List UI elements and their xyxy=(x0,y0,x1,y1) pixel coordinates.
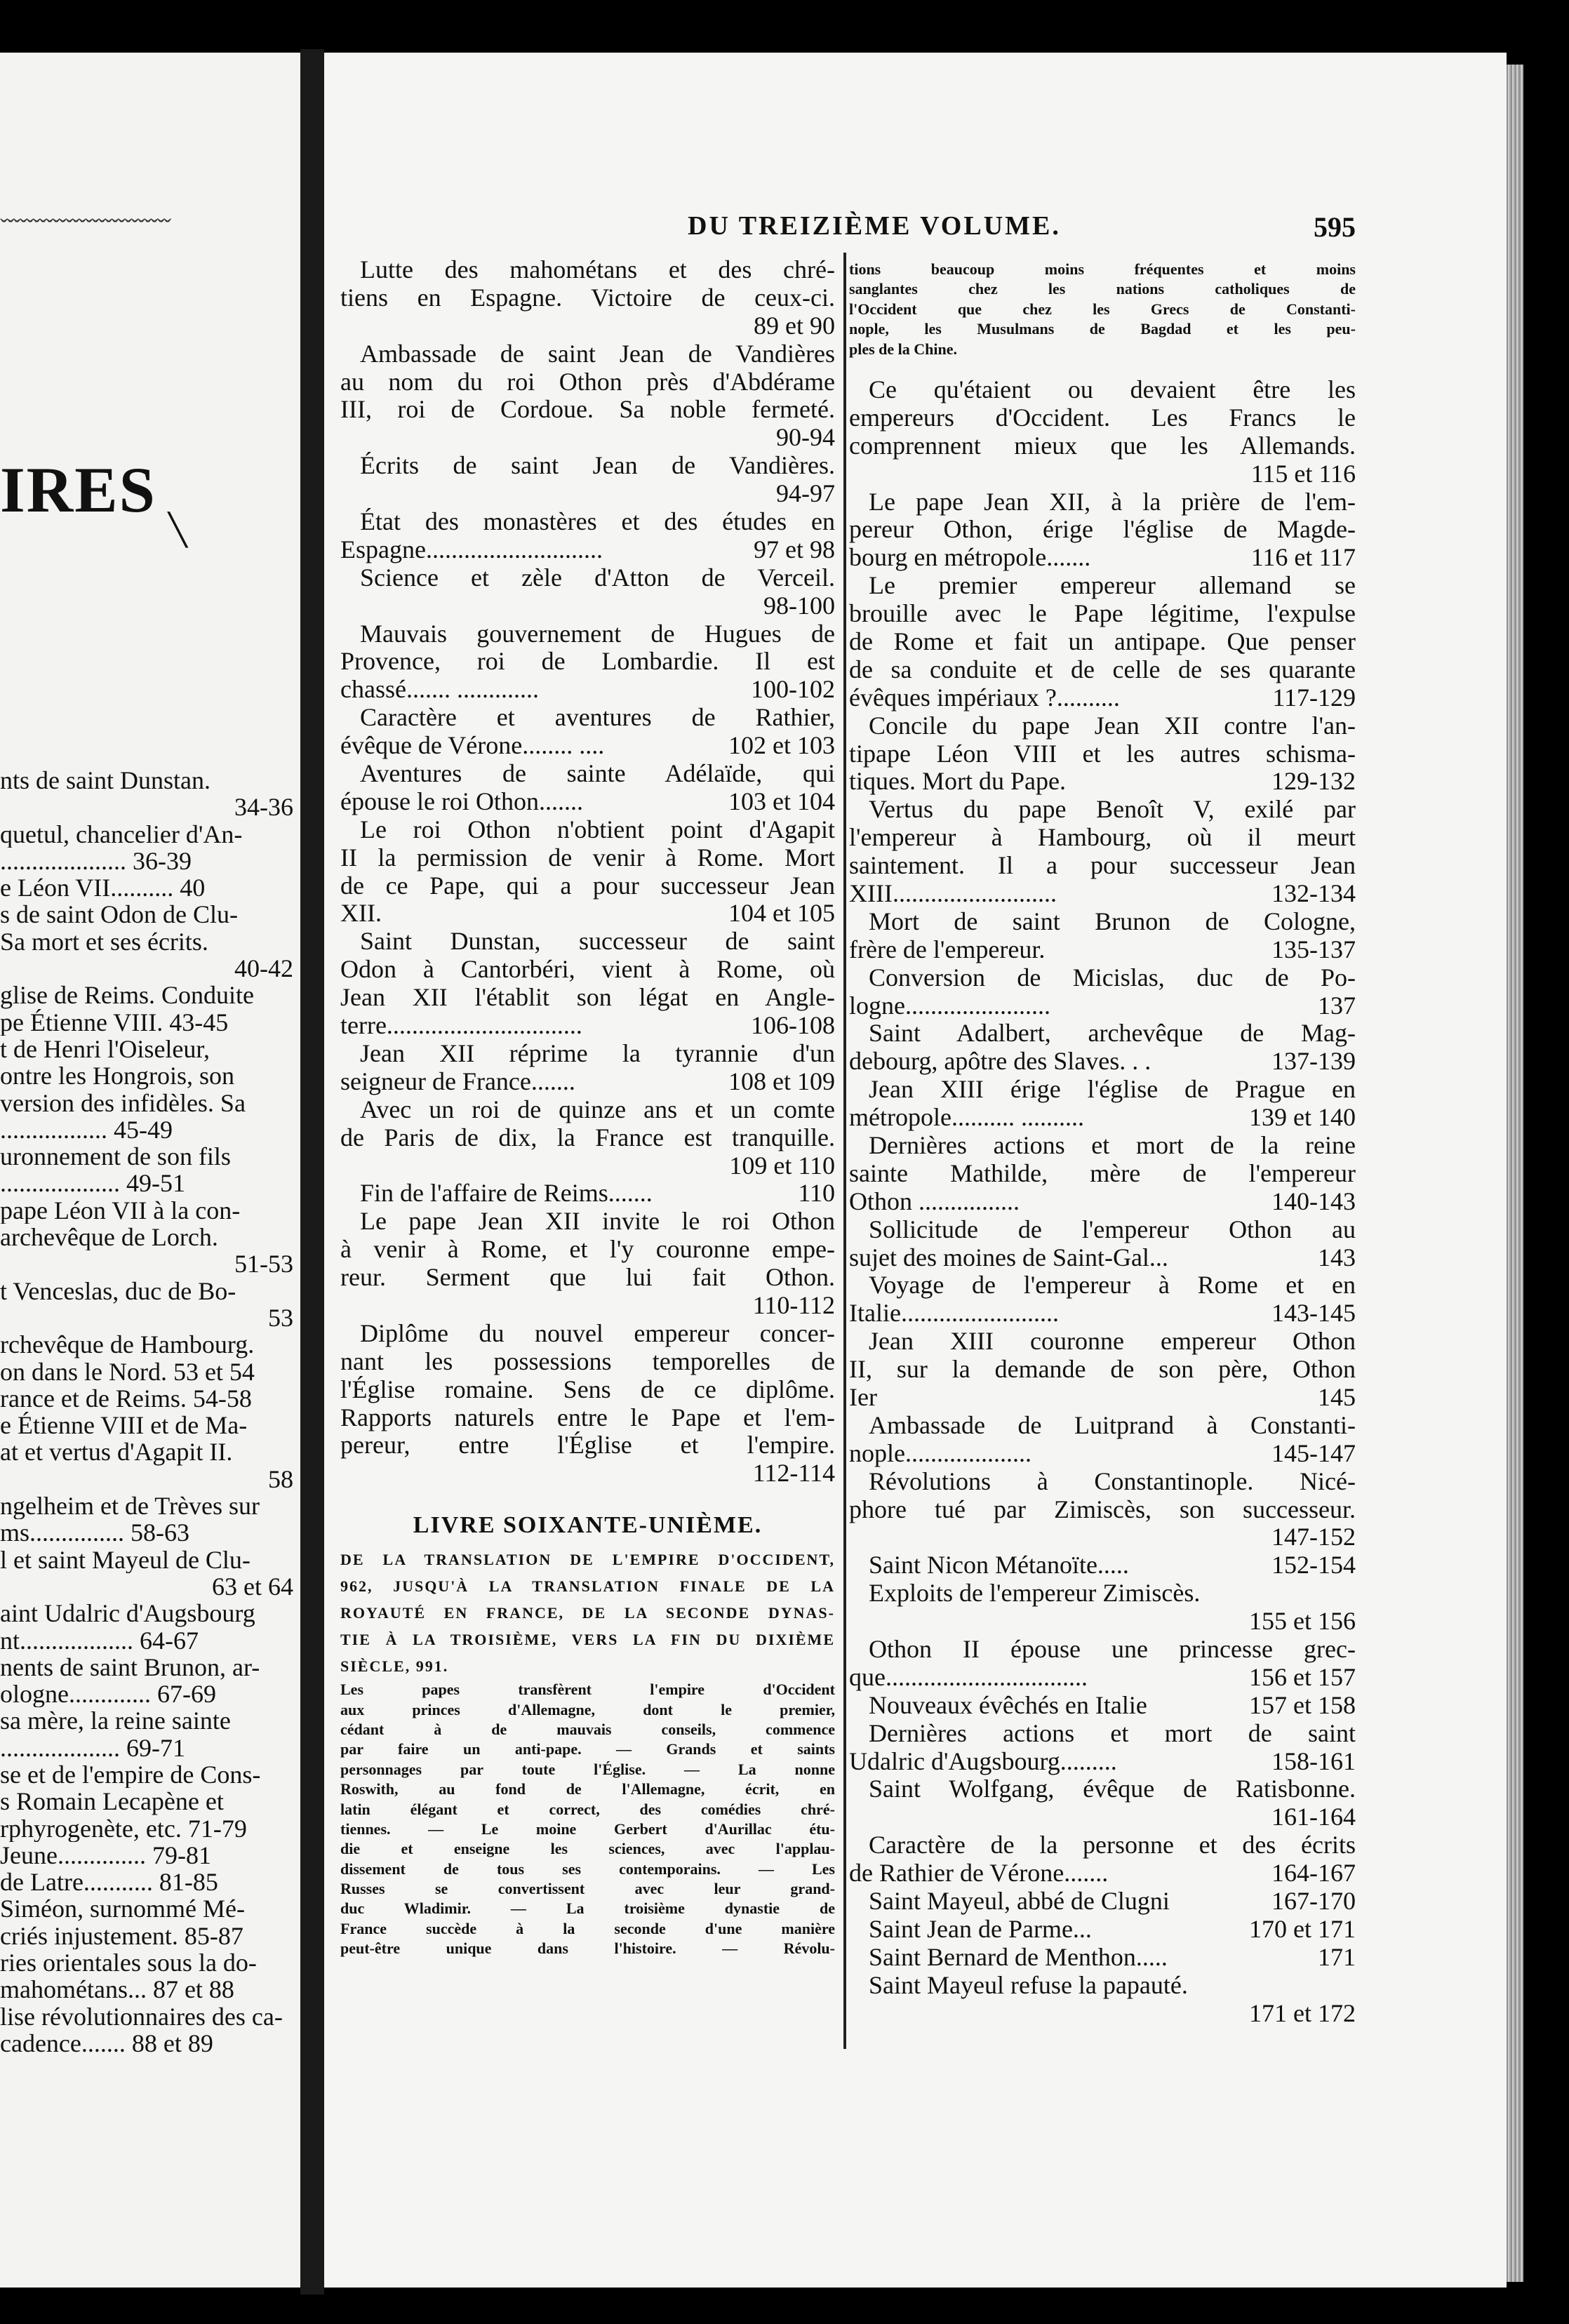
left-page-line: 51-53 xyxy=(234,1250,293,1278)
toc-entry-text: Italie......................... xyxy=(849,1300,1059,1328)
left-page-line: at et vertus d'Agapit II. xyxy=(0,1438,233,1466)
toc-entry-pages: 115 et 116 xyxy=(1250,460,1356,488)
toc-entry-line: de sa conduite et de celle de ses quarante xyxy=(849,655,1356,683)
toc-entry-pages: 89 et 90 xyxy=(754,312,835,340)
toc-entry-line: Caractère de la personne et des écrits xyxy=(869,1831,1356,1859)
toc-entry-last-line xyxy=(849,1972,1356,2000)
toc-entry-text: Othon ................ xyxy=(849,1187,1020,1215)
toc-entry-pages: 103 et 104 xyxy=(728,787,835,815)
book-gutter xyxy=(300,49,324,2295)
toc-entry-last-line xyxy=(849,1384,1356,1412)
toc-entry-pages: 117-129 xyxy=(1272,683,1356,712)
left-page-line: ms............... 58-63 xyxy=(0,1519,189,1547)
toc-entry-text: métropole.......... .......... xyxy=(849,1104,1084,1132)
left-page-line: Sa mort et ses écrits. xyxy=(0,928,208,956)
book-summary-line: Les papes transfèrent l'empire d'Occident xyxy=(340,1681,835,1699)
book-summary-line: die et enseigne les sciences, avec l'applau- xyxy=(340,1840,835,1858)
toc-entry-text: évêque de Vérone........ .... xyxy=(340,732,605,760)
left-page-line: nents de saint Brunon, ar- xyxy=(0,1653,260,1681)
tick-mark: ╲ xyxy=(168,513,187,547)
toc-entry-line: Le pape Jean XII invite le roi Othon xyxy=(360,1208,835,1236)
toc-entry-pages: 143-145 xyxy=(1271,1300,1356,1328)
toc-entry-text: nople.................... xyxy=(849,1439,1031,1467)
left-page-line: uronnement de son fils xyxy=(0,1143,231,1170)
toc-entry-line: pereur Othon, érige l'église de Magde- xyxy=(849,516,1356,544)
toc-entry-pages: 147-152 xyxy=(1271,1523,1356,1551)
toc-entry-pages: 102 et 103 xyxy=(728,732,835,760)
toc-entry-last-line xyxy=(849,1859,1356,1888)
toc-entry-pages: 145 xyxy=(1318,1384,1356,1412)
toc-entry-pages: 145-147 xyxy=(1271,1439,1356,1467)
toc-entry-line: comprennent mieux que les Allemands. xyxy=(849,432,1356,460)
toc-entry-text: Saint Mayeul refuse la papauté. xyxy=(869,1971,1188,1999)
toc-entry-line: tiens en Espagne. Victoire de ceux-ci. xyxy=(340,283,835,312)
toc-entry-last-line xyxy=(849,1440,1356,1468)
left-page-line: ngelheim et de Trèves sur xyxy=(0,1492,260,1520)
book-subtitle-line: SIÈCLE, 991. xyxy=(340,1657,449,1676)
toc-entry-line: Rapports naturels entre le Pape et l'em- xyxy=(340,1403,835,1431)
toc-entry-pages: 97 et 98 xyxy=(754,535,835,563)
toc-entry-line: Avec un roi de quinze ans et un comte xyxy=(360,1095,835,1123)
toc-entry-line: pereur, entre l'Église et l'empire. xyxy=(340,1431,835,1460)
toc-entry-last-line xyxy=(849,1104,1356,1132)
toc-entry-text: Saint Nicon Métanoïte..... xyxy=(869,1551,1129,1580)
toc-entry-last-line xyxy=(849,768,1356,796)
left-page-line: quetul, chancelier d'An- xyxy=(0,820,243,848)
left-page-line: l et saint Mayeul de Clu- xyxy=(0,1546,251,1573)
toc-entry-line: brouille avec le Pape légitime, l'expulse xyxy=(849,600,1356,628)
toc-entry-text: tiques. Mort du Pape. xyxy=(849,768,1066,796)
left-page-line: on dans le Nord. 53 et 54 xyxy=(0,1358,255,1385)
toc-entry-line: Vertus du pape Benoît V, exilé par xyxy=(869,796,1356,824)
toc-entry-pages: 100-102 xyxy=(751,676,835,704)
toc-entry-line: de ce Pape, qui a pour successeur Jean xyxy=(340,872,835,900)
left-page-line: 53 xyxy=(268,1304,293,1332)
left-page-line: 58 xyxy=(268,1465,293,1493)
toc-entry-line: saintement. Il a pour successeur Jean xyxy=(849,852,1356,880)
toc-entry-text: Nouveaux évêchés en Italie xyxy=(869,1691,1147,1719)
left-page-line: ................. 45-49 xyxy=(0,1116,173,1144)
toc-entry-line: sainte Mathilde, mère de l'empereur xyxy=(849,1159,1356,1187)
toc-entry-pages: 112-114 xyxy=(752,1460,835,1488)
toc-entry-last-line xyxy=(849,1608,1356,1636)
left-page-line: se et de l'empire de Cons- xyxy=(0,1761,261,1789)
toc-entry-line: l'empereur à Hambourg, où il meurt xyxy=(849,824,1356,852)
book-summary-line: peut-être unique dans l'histoire. — Révolu- xyxy=(340,1939,835,1958)
toc-entry-line: Mauvais gouvernement de Hugues de xyxy=(360,620,835,648)
toc-entry-last-line xyxy=(340,732,835,760)
book-summary-line: par faire un anti-pape. — Grands et saints xyxy=(340,1740,835,1758)
toc-entry-last-line xyxy=(340,900,835,928)
toc-entry-text: frère de l'empereur. xyxy=(849,935,1046,963)
toc-entry-line: nant les possessions temporelles de xyxy=(340,1347,835,1375)
toc-entry-pages: 155 et 156 xyxy=(1249,1608,1356,1636)
left-page-line: s Romain Lecapène et xyxy=(0,1788,224,1815)
left-page-line: aint Udalric d'Augsbourg xyxy=(0,1600,255,1627)
toc-entry-last-line xyxy=(849,684,1356,712)
left-page-line: ontre les Hongrois, son xyxy=(0,1062,234,1090)
toc-entry-last-line xyxy=(849,1244,1356,1272)
toc-entry-last-line xyxy=(849,1664,1356,1692)
toc-entry-line: Concile du pape Jean XII contre l'an- xyxy=(869,712,1356,740)
left-page-line: .................... 36-39 xyxy=(0,847,192,875)
toc-entry-pages: 106-108 xyxy=(751,1012,835,1040)
book-summary-line: Russes se convertissent avec leur grand- xyxy=(340,1880,835,1898)
toc-entry-line: à venir à Rome, et l'y couronne empe- xyxy=(340,1236,835,1264)
toc-entry-last-line xyxy=(849,1916,1356,1944)
toc-entry-line: Jean XIII érige l'église de Prague en xyxy=(869,1076,1356,1104)
book-title: LIVRE SOIXANTE-UNIÈME. xyxy=(413,1512,763,1539)
toc-entry-line: tipape Léon VIII et les autres schisma- xyxy=(849,740,1356,768)
running-header: DU TREIZIÈME VOLUME. xyxy=(688,211,1061,241)
toc-entry-last-line xyxy=(849,1551,1356,1580)
toc-entry-line: de Rome et fait un antipape. Que penser xyxy=(849,627,1356,655)
left-page-line: glise de Reims. Conduite xyxy=(0,982,254,1009)
toc-entry-last-line xyxy=(849,1888,1356,1916)
toc-entry-text: Udalric d'Augsbourg......... xyxy=(849,1747,1117,1775)
toc-entry-line: Ambassade de Luitprand à Constanti- xyxy=(869,1411,1356,1439)
book-summary-line: latin élégant et correct, des comédies chré- xyxy=(340,1800,835,1818)
toc-entry-text: Ier xyxy=(849,1384,877,1412)
book-summary-line: nople, les Musulmans de Bagdad et les peu- xyxy=(849,320,1356,338)
toc-entry-text: Exploits de l'empereur Zimiscès. xyxy=(869,1580,1201,1608)
toc-entry-pages: 104 et 105 xyxy=(728,900,835,928)
toc-entry-pages: 90-94 xyxy=(776,424,835,452)
toc-entry-text: Espagne............................ xyxy=(340,535,603,563)
left-page-line: lise révolutionnaires des ca- xyxy=(0,2003,283,2030)
toc-entry-text: évêques impériaux ?.......... xyxy=(849,683,1120,712)
page-number: 595 xyxy=(1314,211,1356,243)
toc-entry-last-line xyxy=(849,2000,1356,2028)
left-page-line: s de saint Odon de Clu- xyxy=(0,901,238,928)
toc-entry-text: Saint Mayeul, abbé de Clugni xyxy=(869,1888,1170,1916)
column-divider xyxy=(843,253,846,2049)
left-page-title-fragment: IRES xyxy=(0,454,156,526)
book-summary-line: aux princes d'Allemagne, dont le premier, xyxy=(340,1700,835,1718)
left-page-line: t Venceslas, duc de Bo- xyxy=(0,1277,236,1304)
toc-entry-last-line xyxy=(849,1692,1356,1720)
book-summary-line: tiennes. — Le moine Gerbert d'Aurillac étu- xyxy=(340,1819,835,1838)
book-summary-line: France succède à la seconde d'une manière xyxy=(340,1919,835,1937)
left-page-text xyxy=(0,767,293,2057)
toc-entry-pages: 137-139 xyxy=(1271,1048,1356,1076)
left-page-line: nt.................. 64-67 xyxy=(0,1627,199,1654)
toc-entry-last-line xyxy=(849,1944,1356,1972)
toc-entry-pages: 135-137 xyxy=(1271,935,1356,963)
left-page-line: mahométans... 87 et 88 xyxy=(0,1976,234,2003)
toc-entry-line: II la permission de venir à Rome. Mort xyxy=(340,843,835,872)
toc-entry-last-line xyxy=(340,1068,835,1096)
left-page-line: pe Étienne VIII. 43-45 xyxy=(0,1008,229,1036)
toc-entry-pages: 156 et 157 xyxy=(1249,1663,1356,1691)
toc-entry-line: Lutte des mahométans et des chré- xyxy=(360,256,835,283)
toc-column-right xyxy=(849,260,1356,2028)
left-page-line: rance et de Reims. 54-58 xyxy=(0,1384,252,1413)
toc-entry-last-line xyxy=(849,1048,1356,1076)
toc-entry-line: l'Église romaine. Sens de ce diplôme. xyxy=(340,1375,835,1403)
toc-entry-pages: 94-97 xyxy=(776,480,835,508)
left-page-line: ................... 49-51 xyxy=(0,1170,185,1197)
book-summary-line: Roswith, au fond de l'Allemagne, écrit, en xyxy=(340,1780,835,1798)
toc-entry-line: de Paris de dix, la France est tranquille. xyxy=(340,1123,835,1151)
book-summary-line: l'Occident que chez les Grecs de Constanti- xyxy=(849,300,1356,318)
toc-entry-last-line xyxy=(849,1580,1356,1608)
left-page-line: cadence....... 88 et 89 xyxy=(0,2029,213,2057)
book-summary-line: duc Wladimir. — La troisième dynastie de xyxy=(340,1899,835,1918)
toc-entry-pages: 170 et 171 xyxy=(1249,1915,1356,1943)
book-summary-line: tions beaucoup moins fréquentes et moins xyxy=(849,260,1356,278)
left-page-line: archevêque de Lorch. xyxy=(0,1224,218,1251)
toc-entry-last-line xyxy=(849,544,1356,572)
left-page-line: rphyrogenète, etc. 71-79 xyxy=(0,1815,247,1842)
toc-entry-line: Odon à Cantorbéri, vient à Rome, où xyxy=(340,956,835,984)
book-summary-line: cédant à de mauvais conseils, commence xyxy=(340,1720,835,1738)
toc-column-left xyxy=(340,256,835,1959)
left-page-line: sa mère, la reine sainte xyxy=(0,1707,231,1735)
book-subtitle-line: ROYAUTÉ EN FRANCE, DE LA SECONDE DYNAS- xyxy=(340,1604,835,1622)
toc-entry-text: Saint Bernard de Menthon..... xyxy=(869,1943,1168,1971)
toc-entry-pages: 171 et 172 xyxy=(1249,1999,1356,2027)
toc-entry-line: III, roi de Cordoue. Sa noble fermeté. xyxy=(340,396,835,424)
toc-entry-pages: 116 et 117 xyxy=(1250,544,1356,572)
toc-entry-last-line xyxy=(849,992,1356,1020)
left-page-line: Jeune.............. 79-81 xyxy=(0,1841,211,1869)
toc-entry-last-line xyxy=(849,1300,1356,1328)
left-page-line: rchevêque de Hambourg. xyxy=(0,1331,255,1358)
toc-entry-text: chassé....... ............. xyxy=(340,676,539,704)
toc-entry-pages: 157 et 158 xyxy=(1249,1691,1356,1719)
spacer xyxy=(849,359,1356,376)
toc-entry-line: Saint Dunstan, successeur de saint xyxy=(360,928,835,956)
toc-entry-text: XII. xyxy=(340,900,382,928)
toc-entry-line: phore tué par Zimiscès, son successeur. xyxy=(849,1495,1356,1523)
toc-entry-line: Ce qu'étaient ou devaient être les xyxy=(869,375,1356,403)
toc-entry-text: de Rathier de Vérone....... xyxy=(849,1859,1109,1888)
toc-entry-line: Aventures de sainte Adélaïde, qui xyxy=(360,760,835,788)
toc-entry-line: Science et zèle d'Atton de Verceil. xyxy=(360,563,835,592)
toc-entry-pages: 143 xyxy=(1318,1243,1356,1271)
toc-entry-pages: 137 xyxy=(1318,991,1356,1020)
left-page-line: version des infidèles. Sa xyxy=(0,1089,246,1116)
toc-entry-line: reur. Serment que lui fait Othon. xyxy=(340,1264,835,1292)
toc-entry-text: Fin de l'affaire de Reims....... xyxy=(360,1180,653,1208)
left-page-line: e Léon VII.......... 40 xyxy=(0,874,206,902)
toc-entry-pages: 161-164 xyxy=(1271,1803,1356,1831)
toc-entry-pages: 167-170 xyxy=(1271,1888,1356,1916)
toc-entry-line: empereurs d'Occident. Les Francs le xyxy=(849,403,1356,432)
left-page-line: t de Henri l'Oiseleur, xyxy=(0,1035,210,1063)
toc-entry-pages: 140-143 xyxy=(1271,1187,1356,1215)
toc-entry-pages: 98-100 xyxy=(763,592,835,620)
book-summary-line: ples de la Chine. xyxy=(849,340,958,358)
toc-entry-last-line xyxy=(340,536,835,564)
book-subtitle-line: DE LA TRANSLATION DE L'EMPIRE D'OCCIDENT, xyxy=(340,1551,835,1569)
toc-entry-line: Écrits de saint Jean de Vandières. xyxy=(360,452,835,480)
book-summary-line: dissement de tous ses contemporains. — Les xyxy=(340,1859,835,1878)
left-page-line: 63 et 64 xyxy=(212,1572,293,1601)
toc-entry-line: Othon II épouse une princesse grec- xyxy=(869,1636,1356,1664)
toc-entry-text: Saint Jean de Parme... xyxy=(869,1915,1092,1943)
toc-entry-line: Mort de saint Brunon de Cologne, xyxy=(869,907,1356,935)
toc-entry-line: Voyage de l'empereur à Rome et en xyxy=(869,1271,1356,1300)
left-page-line: ................... 69-71 xyxy=(0,1734,185,1761)
left-page-line: Siméon, surnommé Mé- xyxy=(0,1895,245,1923)
toc-entry-line: Révolutions à Constantinople. Nicé- xyxy=(869,1467,1356,1495)
toc-entry-last-line xyxy=(849,936,1356,964)
page-edges xyxy=(1507,65,1523,2282)
toc-entry-line: Sollicitude de l'empereur Othon au xyxy=(869,1215,1356,1243)
toc-entry-line: Dernières actions et mort de saint xyxy=(869,1719,1356,1747)
book-summary-line: sanglantes chez les nations catholiques de xyxy=(849,280,1356,298)
toc-entry-line: Le premier empereur allemand se xyxy=(869,572,1356,600)
toc-entry-pages: 110 xyxy=(798,1180,835,1208)
toc-entry-last-line xyxy=(340,1012,835,1040)
toc-entry-last-line xyxy=(340,1180,835,1208)
left-page xyxy=(0,53,300,2288)
toc-entry-line: Saint Adalbert, archevêque de Mag- xyxy=(869,1020,1356,1048)
left-page-line: pape Léon VII à la con- xyxy=(0,1196,241,1224)
left-page-line: criés injustement. 85-87 xyxy=(0,1922,243,1950)
left-page-line: 34-36 xyxy=(234,794,293,821)
left-page-line: de Latre........... 81-85 xyxy=(0,1869,218,1896)
toc-entry-last-line xyxy=(849,1188,1356,1216)
toc-entry-pages: 139 et 140 xyxy=(1249,1104,1356,1132)
toc-entry-line: II, sur la demande de son père, Othon xyxy=(849,1356,1356,1384)
toc-entry-text: que................................ xyxy=(849,1663,1088,1691)
toc-entry-pages: 129-132 xyxy=(1271,768,1356,796)
toc-entry-line: Provence, roi de Lombardie. Il est xyxy=(340,648,835,676)
toc-entry-text: terre............................... xyxy=(340,1012,582,1040)
book-subtitle-line: 962, JUSQU'À LA TRANSLATION FINALE DE LA xyxy=(340,1577,835,1596)
toc-entry-last-line xyxy=(340,788,835,816)
left-page-line: nts de saint Dunstan. xyxy=(0,767,211,794)
toc-entry-pages: 132-134 xyxy=(1271,879,1356,907)
left-page-line: e Étienne VIII et de Ma- xyxy=(0,1412,248,1439)
toc-entry-line: État des monastères et des études en xyxy=(360,508,835,536)
toc-entry-line: Saint Wolfgang, évêque de Ratisbonne. xyxy=(869,1775,1356,1803)
toc-entry-line: Caractère et aventures de Rathier, xyxy=(360,704,835,732)
toc-entry-line: Ambassade de saint Jean de Vandières xyxy=(360,340,835,368)
toc-entry-pages: 109 et 110 xyxy=(729,1151,835,1180)
toc-entry-text: logne....................... xyxy=(849,991,1050,1020)
toc-entry-text: sujet des moines de Saint-Gal... xyxy=(849,1243,1168,1271)
toc-entry-line: Le pape Jean XII, à la prière de l'em- xyxy=(869,488,1356,516)
toc-entry-pages: 164-167 xyxy=(1271,1859,1356,1888)
toc-entry-last-line xyxy=(340,676,835,704)
toc-entry-text: XIII.......................... xyxy=(849,879,1057,907)
toc-entry-pages: 152-154 xyxy=(1271,1551,1356,1580)
toc-entry-text: seigneur de France....... xyxy=(340,1067,575,1095)
toc-entry-last-line xyxy=(849,880,1356,908)
book-subtitle-line: TIE À LA TROISIÈME, VERS LA FIN DU DIXIÈME xyxy=(340,1631,835,1649)
spacer xyxy=(340,1488,835,1504)
left-page-line: ologne............. 67-69 xyxy=(0,1681,216,1708)
toc-entry-pages: 171 xyxy=(1318,1943,1356,1971)
toc-entry-text: debourg, apôtre des Slaves. . . xyxy=(849,1048,1151,1076)
toc-entry-pages: 110-112 xyxy=(752,1291,835,1319)
toc-entry-pages: 108 et 109 xyxy=(728,1067,835,1095)
toc-entry-line: Jean XII réprime la tyrannie d'un xyxy=(360,1039,835,1067)
toc-entry-line: Diplôme du nouvel empereur concer- xyxy=(360,1319,835,1347)
toc-entry-line: Jean XII l'établit son légat en Angle- xyxy=(340,984,835,1012)
toc-entry-text: épouse le roi Othon....... xyxy=(340,787,583,815)
toc-entry-text: bourg en métropole....... xyxy=(849,544,1091,572)
toc-entry-line: Conversion de Micislas, duc de Po- xyxy=(869,963,1356,991)
toc-entry-line: Le roi Othon n'obtient point d'Agapit xyxy=(360,815,835,843)
book-summary-line: personnages par toute l'Église. — La nonne xyxy=(340,1760,835,1778)
toc-entry-line: au nom du roi Othon près d'Abdérame xyxy=(340,368,835,396)
toc-entry-last-line xyxy=(849,1748,1356,1776)
toc-entry-pages: 158-161 xyxy=(1271,1747,1356,1775)
toc-entry-line: Dernières actions et mort de la reine xyxy=(869,1132,1356,1159)
toc-entry-line: Jean XIII couronne empereur Othon xyxy=(869,1328,1356,1356)
left-page-line: 40-42 xyxy=(234,955,293,982)
ornamental-rule: ˇˇˇˇˇˇˇˇˇˇˇˇˇˇˇˇˇˇˇˇˇˇˇˇˇˇ xyxy=(0,215,171,241)
left-page-line: ries orientales sous la do- xyxy=(0,1949,257,1977)
